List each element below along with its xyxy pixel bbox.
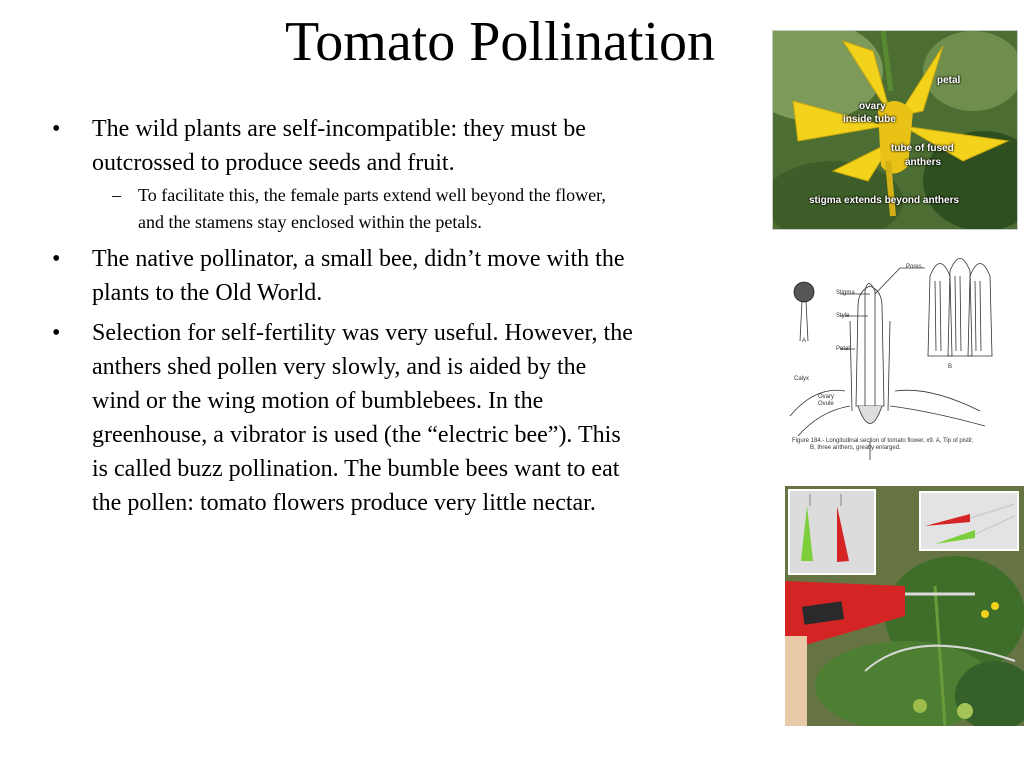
sub-bullet-item [92, 182, 634, 236]
label-tube-line1: tube of fused [891, 143, 954, 154]
bullet-text: Selection for self-fertility was very useful. However, the anthers shed pollen very slowly, and is aided by the wind or the wing motion of bumblebees. In the greenhouse, a vibrator is used (the “electric bee”). This is called buzz pollination. The bumble bees want to eat the pollen: tomato flowers produce very little nectar. [92, 320, 633, 516]
sub-bullet-text: To facilitate this, the female parts extend well beyond the flower, and the stamens stay enclosed within the petals. [138, 185, 606, 232]
bullet-marker: • [52, 246, 61, 272]
label-petal: petal [937, 75, 961, 86]
vibrator-pollination-photo [785, 486, 1024, 726]
diagram-label-ovary: Ovary [818, 394, 835, 400]
diagram-caption-line1: Figure 184.- Longitudinal section of tomato flower, x9. A, Tip of pistil; [792, 438, 974, 444]
diagram-graphic [780, 246, 1024, 460]
slide-title: Tomato Pollination [284, 11, 716, 73]
diagram-label-petal: Petal [836, 346, 850, 352]
sub-bullet-marker: – [112, 185, 121, 205]
vibrator-photo-graphic [785, 486, 1024, 726]
label-stigma: stigma extends beyond anthers [809, 195, 960, 206]
diagram-label-ovule: Ovule [818, 401, 834, 407]
bullet-item [44, 112, 634, 236]
bullet-item [44, 316, 634, 520]
tomato-flower-photo [772, 30, 1018, 230]
label-ovary: ovary [859, 101, 886, 112]
diagram-label-a: A [802, 338, 807, 344]
diagram-label-calyx: Calyx [794, 376, 810, 382]
bullet-list [44, 112, 634, 520]
bullet-marker: • [52, 320, 61, 346]
bullet-content [44, 112, 634, 526]
diagram-caption-line2: B, three anthers, greatly enlarged. [810, 445, 901, 451]
flower-section-diagram [780, 246, 1024, 460]
bullet-item [44, 242, 634, 310]
bullet-marker: • [52, 116, 61, 142]
label-tube-line2: anthers [905, 157, 942, 168]
bullet-text: The native pollinator, a small bee, didn’t move with the plants to the Old World. [92, 246, 625, 306]
diagram-label-stigma: Stigma [836, 290, 855, 296]
sub-bullet-list [92, 182, 634, 236]
diagram-label-style: Style [836, 313, 850, 319]
diagram-label-b: B [948, 364, 953, 370]
bullet-text: The wild plants are self-incompatible: they must be outcrossed to produce seeds and fruit. [92, 116, 586, 176]
diagram-label-pores: Pores [906, 264, 922, 270]
label-inside-tube: inside tube [843, 114, 896, 125]
